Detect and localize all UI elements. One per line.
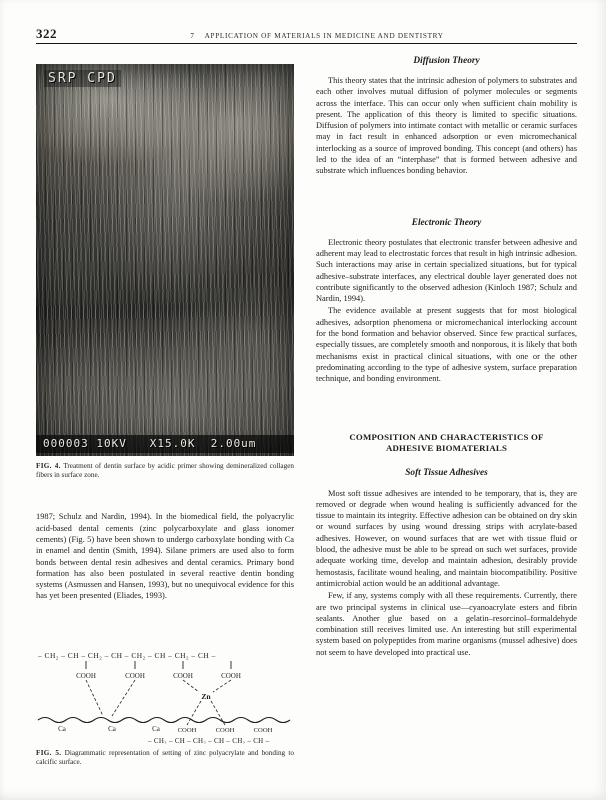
figure5-svg — [36, 648, 294, 744]
figure5-chemical-diagram — [36, 648, 294, 767]
fig5-cooh-group: COOH — [173, 671, 193, 680]
fig5-cooh-group: COOH — [76, 671, 96, 680]
fig5-cooh-group: COOH — [177, 726, 197, 734]
running-title: APPLICATION OF MATERIALS IN MEDICINE AND DENTISTRY — [204, 32, 444, 40]
chapter-number: 7 — [190, 32, 195, 40]
figure5-caption-label: FIG. 5. — [36, 748, 62, 757]
fig5-ca-label: Ca — [58, 724, 66, 733]
figure4-caption — [36, 462, 294, 480]
paragraph-electronic-2: The evidence available at present suggests that for most biological adhesives, adsorption phenomena or micromechanical interlocking account for the bond formation and behavior observed. Since few practical surfaces, especially tissues, are completely smooth and nonporous, it is likely that both mechanisms exist in practical clinical situations, with one or the other predominating according to the type of adhesive system, surface preparation technique, and bonding environment. — [316, 306, 577, 384]
fig5-bond-lines — [86, 661, 231, 669]
fig5-cooh-group: COOH — [125, 671, 145, 680]
fig5-top-chain: – CH₂ – CH – CH₂ – CH – CH₂ – CH – CH₂ – CH – — [38, 650, 216, 660]
chapter-title — [57, 32, 577, 40]
fig5-calcific-surface-line — [38, 717, 290, 722]
fig5-zinc-label: Zn — [201, 691, 211, 701]
fig5-cooh-group: COOH — [215, 726, 235, 734]
running-head — [36, 26, 577, 42]
figure5-caption — [36, 749, 294, 767]
fig5-ca-label: Ca — [108, 724, 116, 733]
fig5-cooh-group: COOH — [221, 671, 241, 680]
sem-specimen-label: SRP CPD — [44, 70, 121, 87]
left-column — [36, 64, 294, 767]
fig5-ca-label: Ca — [152, 724, 160, 733]
figure5-caption-text: Diagrammatic representation of setting of zinc polyacrylate and bonding to calcific surface. — [36, 748, 295, 766]
heading-electronic-theory: Electronic Theory — [411, 217, 482, 228]
figure4-caption-label: FIG. 4. — [36, 462, 61, 470]
heading-soft-tissue-adhesives: Soft Tissue Adhesives — [405, 467, 488, 478]
header-rule — [36, 43, 577, 44]
paragraph-soft-tissue-1: Most soft tissue adhesives are intended to be temporary, that is, they are removed or degrade when wound healing is sufficiently advanced for the tissue to maintain its integrity. Effective adhesion can be obtained on dry skin or wound surfaces by using wound dressing strips with acrylate-based adhesives. However, on wound surfaces that are wet with tissue fluid or blood, the adhesive must be able to be spread on such wet surfaces, provide adequate working time, develop and maintain adhesion, desirably provide hemostasis, facilitate wound healing, and maintain biocompatibility. Positive antimicrobial action would be an additional advantage. — [316, 488, 577, 588]
paragraph-soft-tissue-2: Few, if any, systems comply with all these requirements. Currently, there are two principal systems in clinical use—cyanoacrylate esters and fibrin sealants. Another glue based on a gelatin–resorcinol–formaldehyde combination still receives limited use. An interesting but still experimental system based on polypeptides from marine organisms (mussel adhesive) does not seem to have developed into practical use. — [316, 591, 577, 657]
page-number: 322 — [36, 26, 57, 41]
figure4-caption-text: Treatment of dentin surface by acidic primer showing demineralized collagen fibers in surface zone. — [36, 462, 294, 480]
paragraph-electronic-1: Electronic theory postulates that electronic transfer between adhesive and adherent may lead to electrostatic forces that result in high intrinsic adhesion. Such interactions may arise in certain specialized situations, but for typical adhesive–substrate interfaces, any electrical double layer generated does not contribute significantly to the observed adhesion (Kinloch 1987; Schulz and Nardin, 1994). — [316, 237, 577, 304]
paragraph-diffusion: This theory states that the intrinsic adhesion of polymers to substrates and each other involves mutual diffusion of polymer molecules or segments across the interface. This can occur only when sufficient chain mobility is present. The application of this theory is limited to specific situations. Diffusion of polymers into intimate contact with metallic or ceramic surfaces may in fact result in enhanced adsorption or even micromechanical interlocking as a source of improved bonding. This concept (and others) has led to the idea of an “interphase” that is formed between adhesive and substrate which influences bonding behavior. — [316, 76, 577, 176]
heading-diffusion-theory: Diffusion Theory — [413, 56, 480, 66]
right-column — [316, 56, 577, 659]
paragraph-continuation: 1987; Schulz and Nardin, 1994). In the biomedical field, the polyacrylic acid-based dental cements (zinc polycarboxylate and glass ionomer cements) (Fig. 5) have been shown to undergo carboxylate bonding with Ca in enamel and dentin (Smith, 1994). Silane primers are used also to form bonds between dental resin adhesives and dental ceramics. Primary bond formation has also been postulated in several reactive dentin bonding systems (Asmussen and Hansen, 1993), but no unequivocal evidence for this has yet been presented (Eliades, 1993). — [36, 512, 294, 601]
sem-micrograph-figure4 — [36, 64, 294, 456]
fig5-bottom-chain: – CH₂ – CH – CH₂ – CH – CH₂ – CH – — [148, 736, 270, 744]
heading-composition-characteristics: COMPOSITION AND CHARACTERISTICS OF ADHESIVE BIOMATERIALS — [349, 431, 544, 454]
sem-status-bar: 000003 10KV X15.0K 2.00um — [36, 435, 294, 453]
fig5-cooh-group: COOH — [253, 726, 273, 734]
